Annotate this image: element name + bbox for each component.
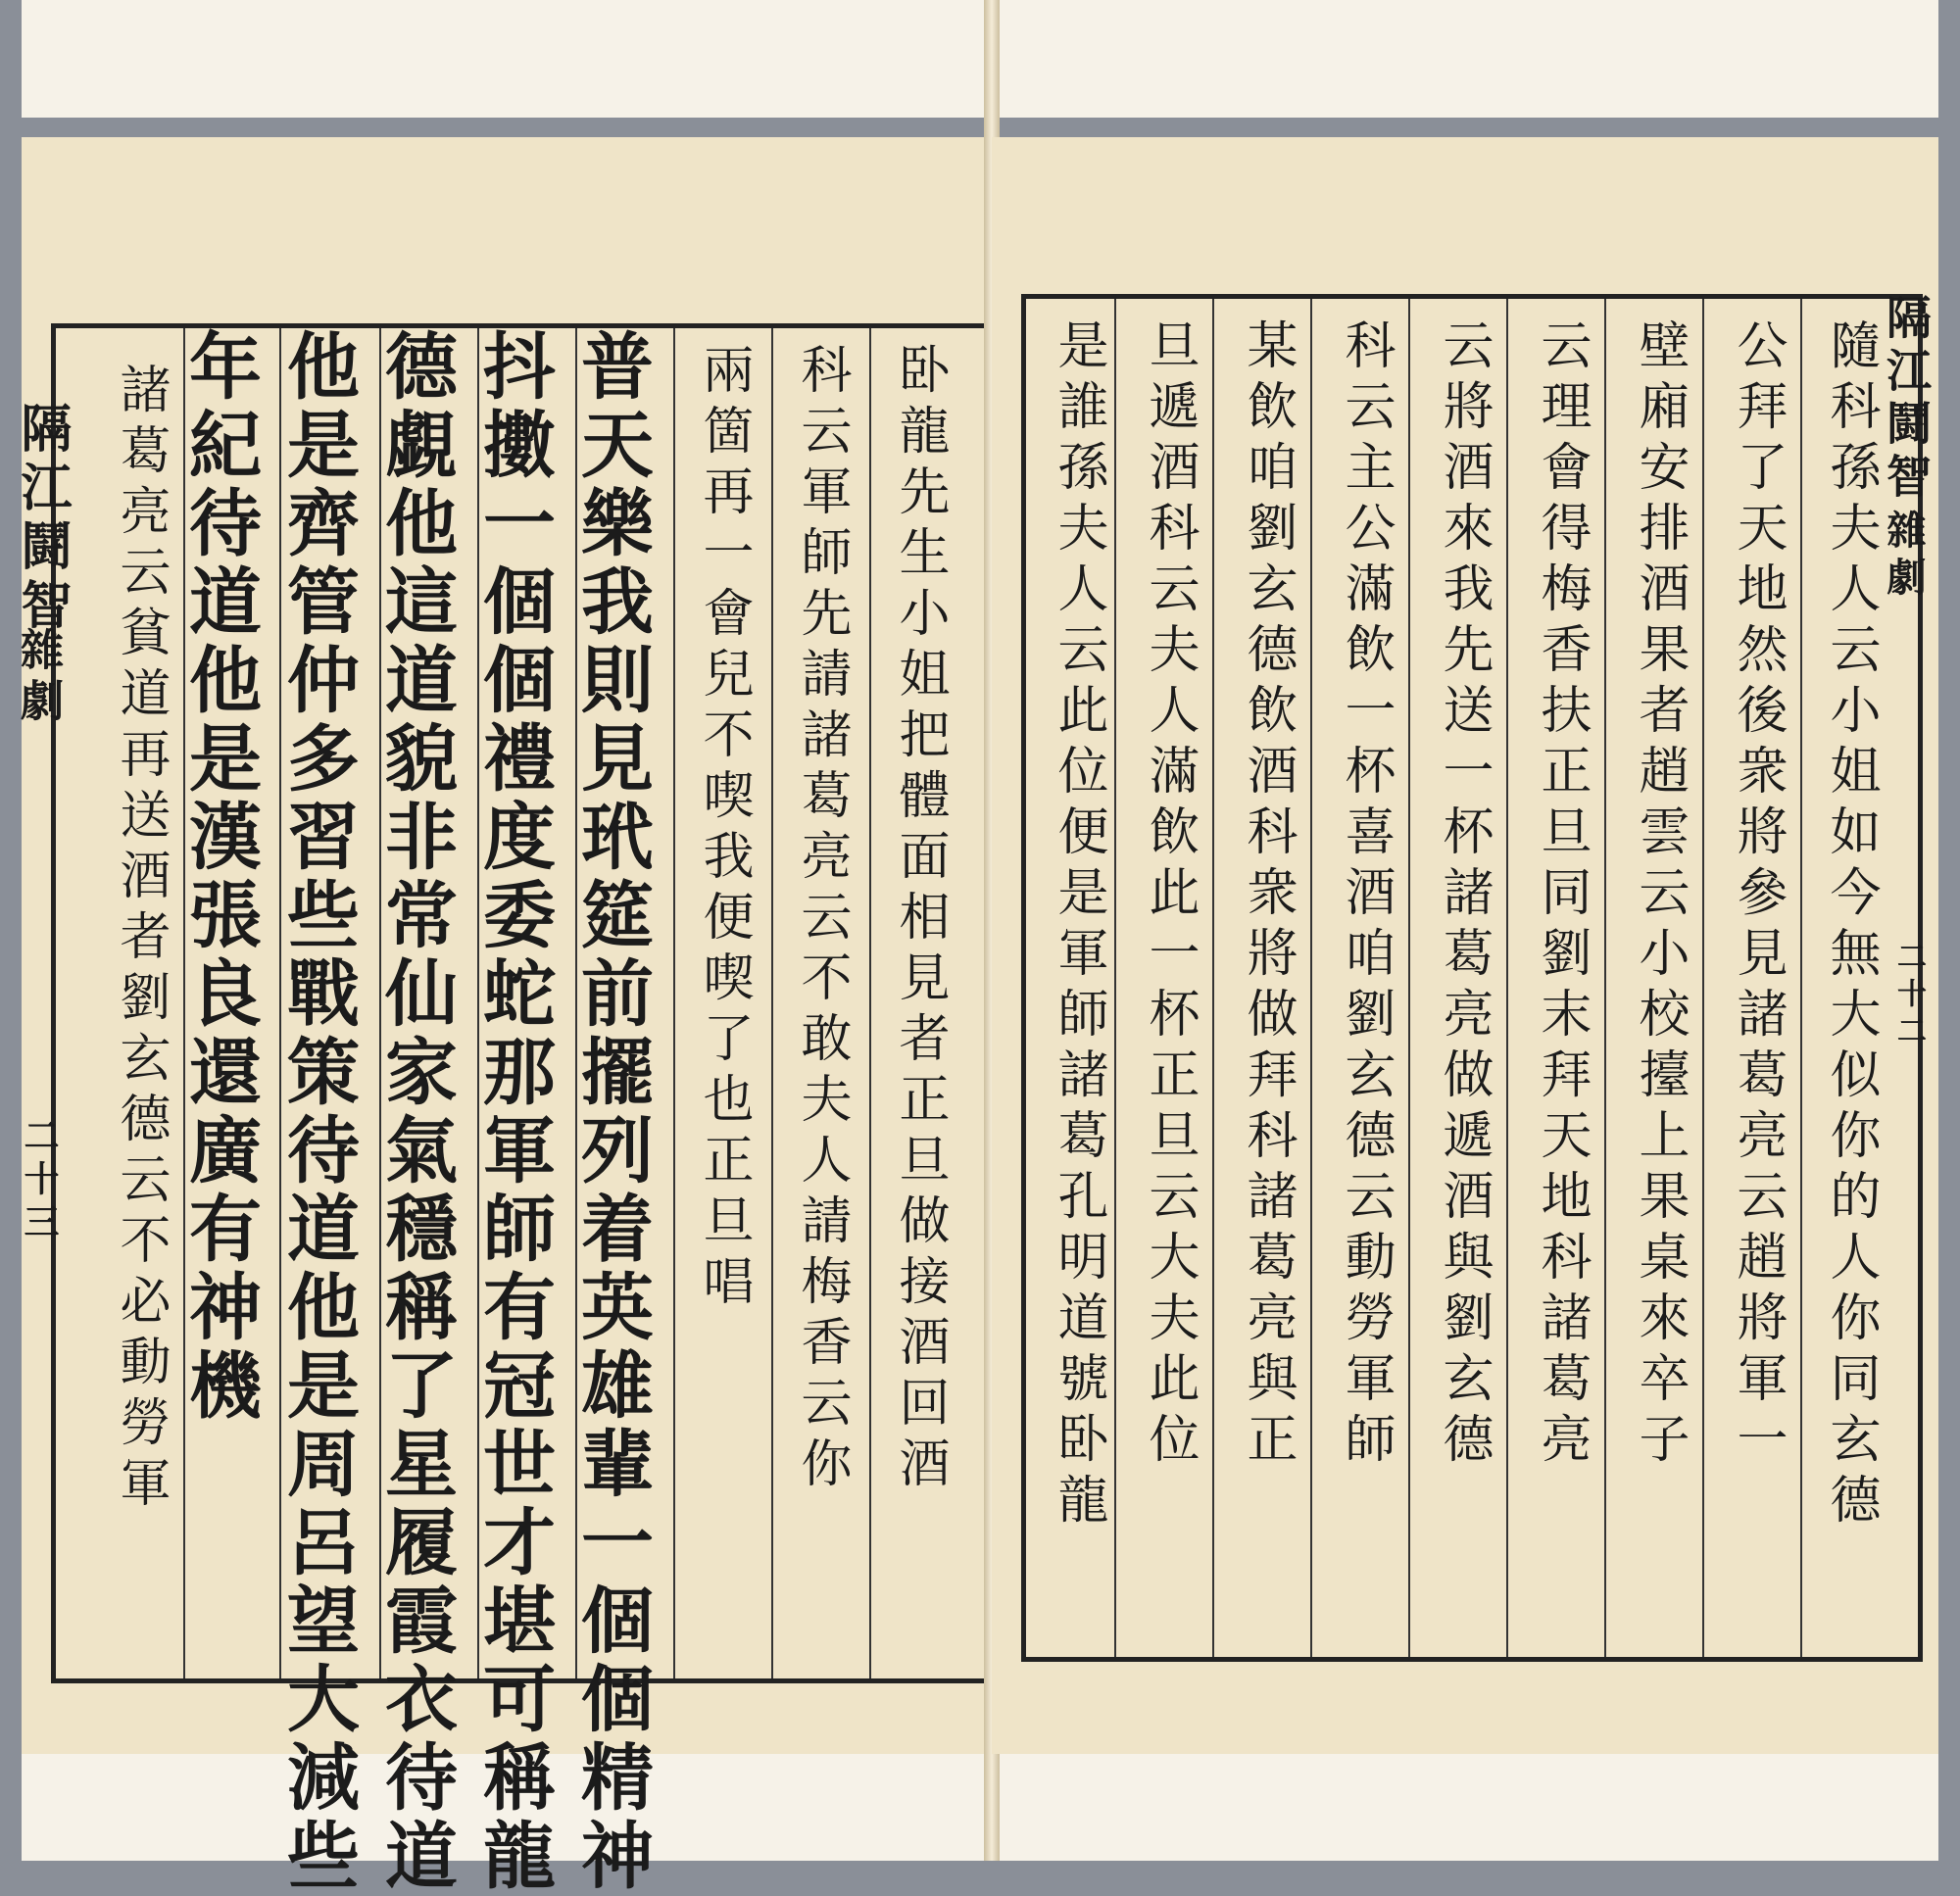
text-column: 云將酒來我先送一杯諸葛亮做遞酒與劉玄德	[1434, 318, 1493, 1473]
column-rule	[1408, 299, 1410, 1657]
top-paper-edge	[22, 0, 1938, 118]
text-column: 科云軍師先請諸葛亮云不敢夫人請梅香云你	[792, 343, 851, 1497]
text-column: 兩箇再一會兒不喫我便喫了也正旦唱	[694, 343, 753, 1315]
column-rule	[1212, 299, 1214, 1657]
text-column: 德覷他這道貌非常仙家氣穩稱了星履霞衣待道	[373, 328, 458, 1896]
text-column: 年紀待道他是漢張良還廣有神機	[177, 328, 262, 1426]
margin-title: 隔江鬪智	[12, 402, 72, 637]
column-rule	[1310, 299, 1312, 1657]
text-column: 是誰孫夫人云此位便是軍師諸葛孔明道號卧龍	[1049, 318, 1107, 1533]
margin-genre: 雜劇	[13, 627, 63, 729]
text-column: 卧龍先生小姐把體面相見者正旦做接酒回酒	[890, 343, 949, 1497]
left-page	[12, 137, 992, 1896]
margin-title: 隔江鬪智	[1880, 294, 1933, 506]
column-rule	[1800, 299, 1802, 1657]
column-rule	[1604, 299, 1606, 1657]
right-page	[992, 137, 1938, 1754]
column-rule	[1702, 299, 1704, 1657]
text-column: 公拜了天地然後衆將參見諸葛亮云趙將軍一	[1728, 318, 1787, 1473]
text-column: 云理會得梅香扶正旦同劉末拜天地科諸葛亮	[1532, 318, 1591, 1473]
text-column: 旦遞酒科云夫人滿飲此一杯正旦云大夫此位	[1140, 318, 1199, 1473]
text-column: 壁廂安排酒果者趙雲云小校擡上果桌來卒子	[1630, 318, 1689, 1473]
text-column: 普天樂我則見玳筵前擺列着英雄輩一個個精神	[569, 328, 654, 1896]
page-number: 二十二	[1891, 941, 1926, 1052]
column-rule	[673, 328, 675, 1678]
column-rule	[869, 328, 871, 1678]
column-rule	[771, 328, 773, 1678]
text-column: 隨科孫夫人云小姐如今無大似你的人你同玄德	[1821, 318, 1880, 1533]
page-number: 二十三	[19, 1117, 60, 1246]
text-column: 他是齊管仲多習些戰策待道他是周呂望大減些	[275, 328, 360, 1896]
text-column: 抖擻一個個禮度委蛇那軍師有冠世才堪可稱龍	[471, 328, 556, 1896]
text-column: 科云主公滿飲一杯喜酒咱劉玄德云動勞軍師	[1336, 318, 1395, 1473]
text-column: 某飲咱劉玄德飲酒科衆將做拜科諸葛亮與正	[1238, 318, 1297, 1473]
column-rule	[1114, 299, 1116, 1657]
text-column: 諸葛亮云貧道再送酒者劉玄德云不必動勞軍	[111, 363, 170, 1517]
margin-genre: 雜劇	[1881, 510, 1927, 604]
column-rule	[1506, 299, 1508, 1657]
